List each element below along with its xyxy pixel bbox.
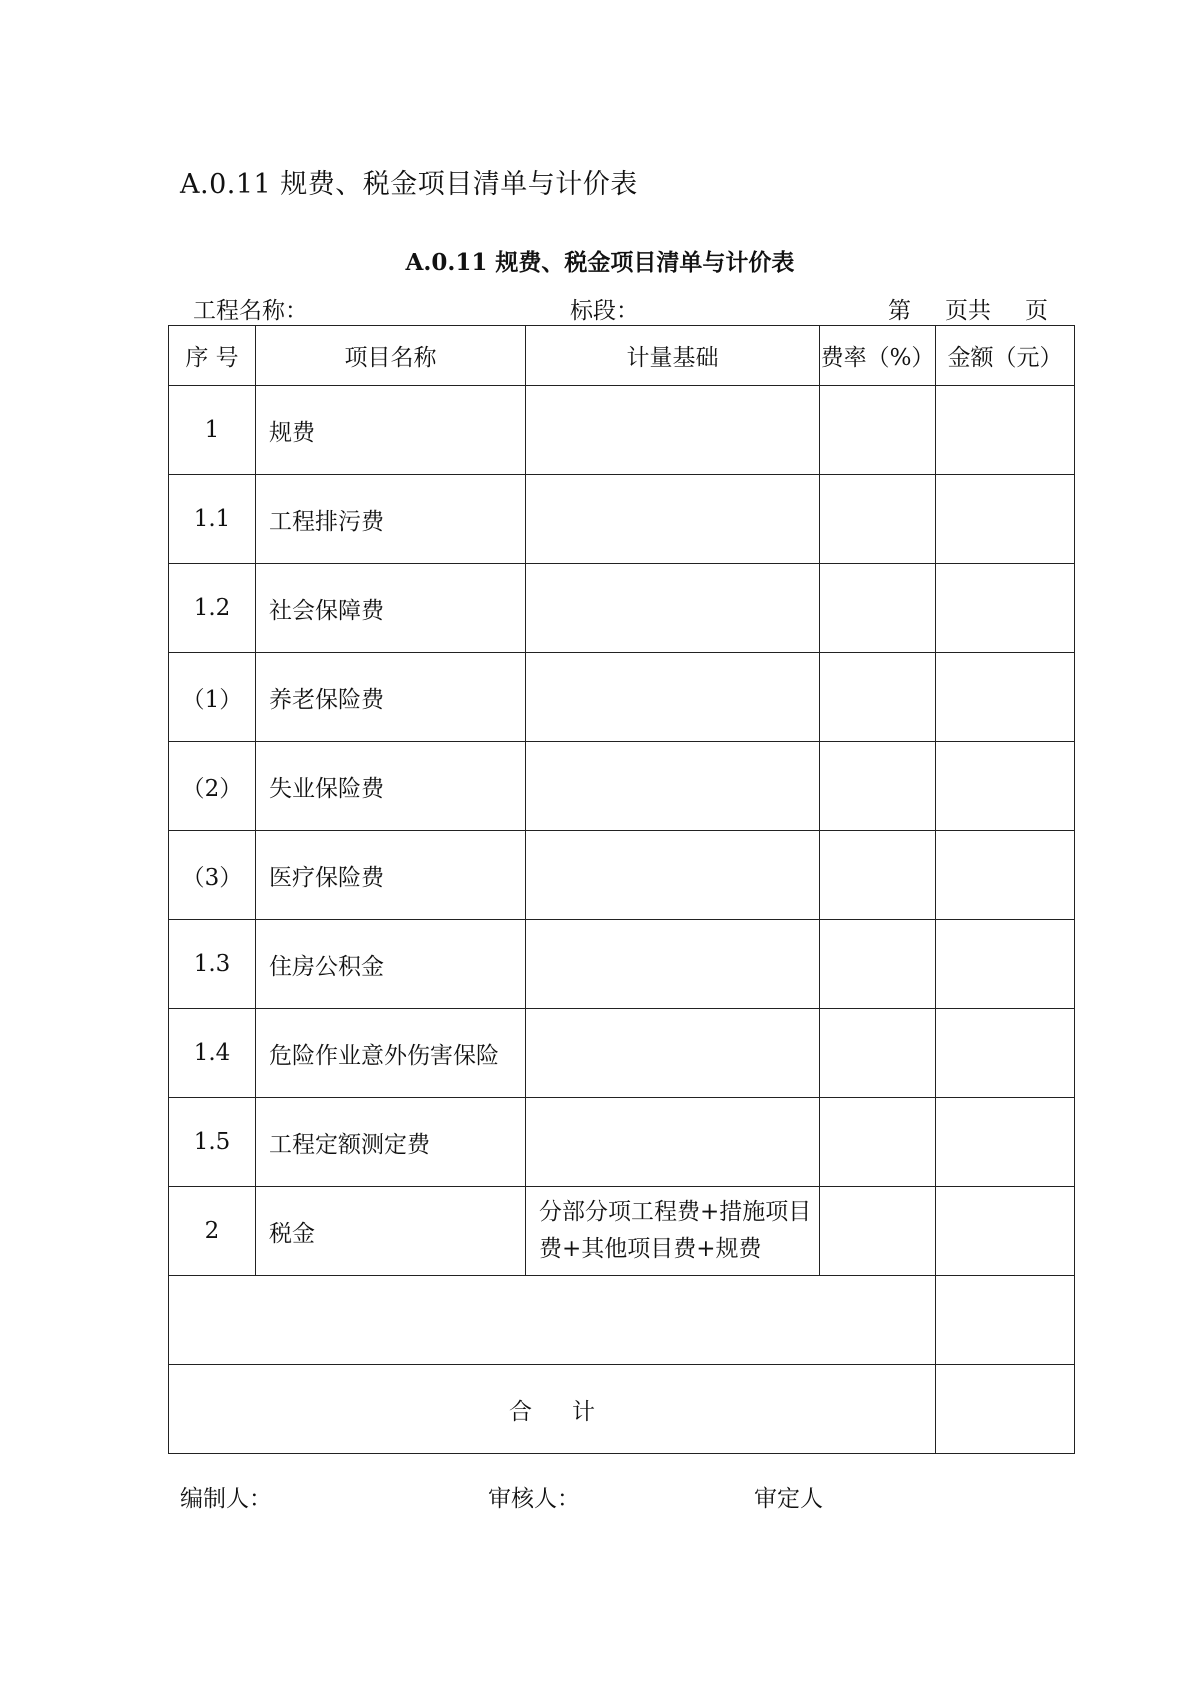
row-seq: 1.5 [169, 1098, 256, 1187]
section-heading: A.0.11 规费、税金项目清单与计价表 [180, 169, 638, 200]
row-seq: （1） [169, 653, 256, 742]
table-row [169, 564, 1075, 653]
header-amount: 金额（元） [936, 326, 1075, 386]
row-seq: 1.1 [169, 475, 256, 564]
row-basis[interactable] [526, 831, 820, 920]
row-amount[interactable] [936, 742, 1075, 831]
row-amount[interactable] [936, 920, 1075, 1009]
page-prefix: 第 [888, 298, 911, 324]
header-seq: 序 号 [169, 326, 256, 386]
row-basis[interactable] [526, 653, 820, 742]
row-basis[interactable]: 分部分项工程费+措施项目费+其他项目费+规费 [526, 1187, 820, 1276]
row-basis[interactable] [526, 742, 820, 831]
row-rate[interactable] [820, 742, 936, 831]
table-row [169, 1009, 1075, 1098]
row-amount[interactable] [936, 1009, 1075, 1098]
header-item-name: 项目名称 [256, 326, 526, 386]
row-amount[interactable] [936, 564, 1075, 653]
row-name: 税金 [256, 1187, 526, 1276]
compiler-label: 编制人： [180, 1486, 272, 1512]
approver-label: 审定人 [754, 1486, 823, 1512]
total-amount[interactable] [936, 1365, 1075, 1454]
page-suffix: 页 [1025, 298, 1048, 324]
header-basis: 计量基础 [526, 326, 820, 386]
row-amount[interactable] [936, 653, 1075, 742]
blank-row-cell[interactable] [169, 1276, 936, 1365]
row-name: 危险作业意外伤害保险 [256, 1009, 526, 1098]
row-amount[interactable] [936, 1098, 1075, 1187]
row-name: 医疗保险费 [256, 831, 526, 920]
row-name: 养老保险费 [256, 653, 526, 742]
table-row [169, 475, 1075, 564]
row-amount[interactable] [936, 831, 1075, 920]
row-rate[interactable] [820, 1098, 936, 1187]
section-label: 标段： [570, 298, 639, 324]
row-seq: （2） [169, 742, 256, 831]
row-rate[interactable] [820, 564, 936, 653]
row-rate[interactable] [820, 920, 936, 1009]
row-basis[interactable] [526, 920, 820, 1009]
table-header-row [169, 326, 1075, 386]
total-row [169, 1365, 1075, 1454]
table-row [169, 831, 1075, 920]
table-row [169, 1187, 1075, 1276]
page-mid: 页共 [945, 298, 991, 324]
row-basis[interactable] [526, 564, 820, 653]
total-label: 合计 [169, 1365, 936, 1454]
page-counter [888, 292, 1048, 325]
table-row [169, 742, 1075, 831]
row-seq: 1.4 [169, 1009, 256, 1098]
table-row [169, 1098, 1075, 1187]
blank-row-amount[interactable] [936, 1276, 1075, 1365]
blank-row [169, 1276, 1075, 1365]
table-row [169, 920, 1075, 1009]
table-title: A.0.11 规费、税金项目清单与计价表 [405, 249, 795, 276]
row-name: 规费 [256, 386, 526, 475]
row-seq: 1.2 [169, 564, 256, 653]
table-row [169, 386, 1075, 475]
row-amount[interactable] [936, 475, 1075, 564]
header-rate: 费率（%） [820, 326, 936, 386]
row-rate[interactable] [820, 1187, 936, 1276]
row-rate[interactable] [820, 831, 936, 920]
row-basis[interactable] [526, 475, 820, 564]
row-seq: 2 [169, 1187, 256, 1276]
row-basis[interactable] [526, 1009, 820, 1098]
row-name: 住房公积金 [256, 920, 526, 1009]
row-basis[interactable] [526, 1098, 820, 1187]
table-row [169, 653, 1075, 742]
row-rate[interactable] [820, 653, 936, 742]
row-name: 工程定额测定费 [256, 1098, 526, 1187]
row-basis[interactable] [526, 386, 820, 475]
row-amount[interactable] [936, 1187, 1075, 1276]
row-seq: 1 [169, 386, 256, 475]
row-rate[interactable] [820, 475, 936, 564]
row-name: 社会保障费 [256, 564, 526, 653]
row-name: 工程排污费 [256, 475, 526, 564]
row-rate[interactable] [820, 386, 936, 475]
row-rate[interactable] [820, 1009, 936, 1098]
row-seq: 1.3 [169, 920, 256, 1009]
row-name: 失业保险费 [256, 742, 526, 831]
fee-tax-table [168, 325, 1075, 1454]
reviewer-label: 审核人： [488, 1486, 580, 1512]
project-name-label: 工程名称： [193, 298, 308, 324]
row-seq: （3） [169, 831, 256, 920]
row-amount[interactable] [936, 386, 1075, 475]
